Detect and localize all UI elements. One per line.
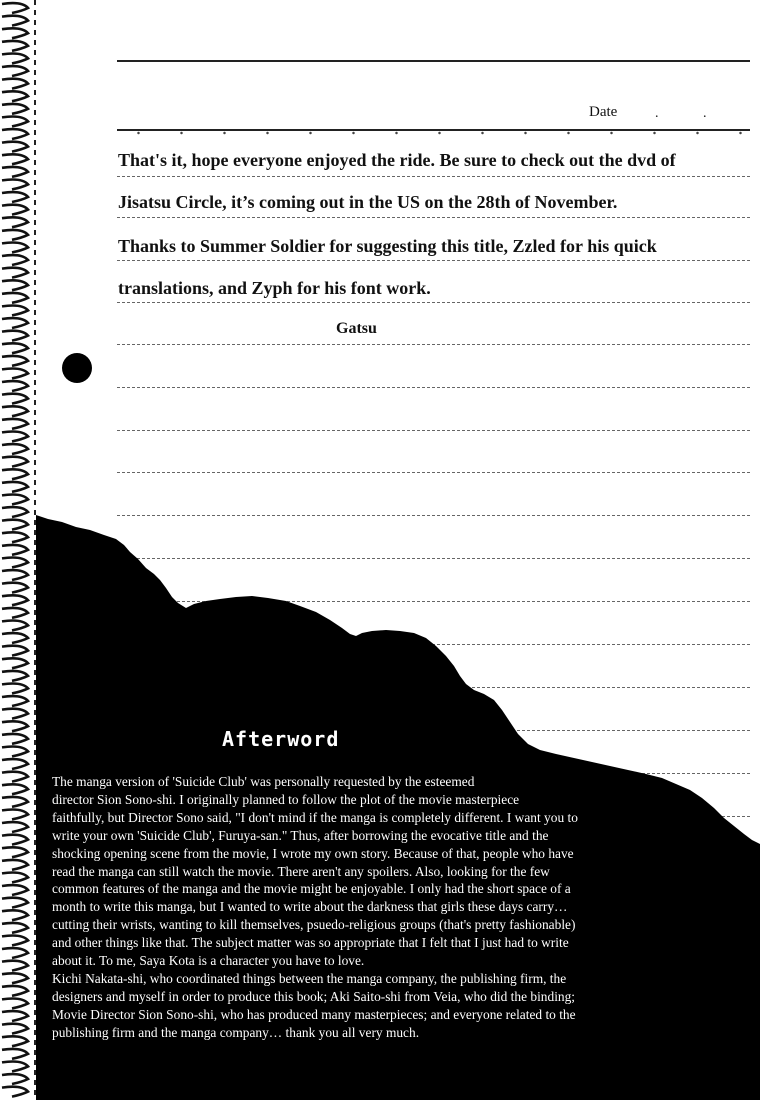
note-line-3: Thanks to Summer Soldier for suggesting this title, Zzled for his quick (118, 236, 657, 256)
afterword-line: month to write this manga, but I wanted to write about the darkness that girls these days carry… (52, 899, 568, 915)
afterword-line: cutting their wrists, wanting to kill themselves, psuedo-religious groups (that's pretty fashionable) (52, 917, 576, 933)
afterword-line: and other things like that. The subject matter was so appropriate that I felt that I just had to write (52, 935, 569, 951)
afterword-line: publishing firm and the manga company… thank you all very much. (52, 1024, 420, 1040)
afterword-body (52, 773, 732, 1042)
note-line-4: translations, and Zyph for his font work. (118, 278, 431, 298)
afterword-line: faithfully, but Director Sono said, "I don't mind if the manga is completely different. I want you to (52, 809, 578, 825)
afterword-line: designers and myself in order to produce this book; Aki Saito-shi from Veia, who did the binding; (52, 988, 576, 1004)
note-line-1: That's it, hope everyone enjoyed the ride. Be sure to check out the dvd of (118, 150, 676, 170)
afterword-line: Kichi Nakata-shi, who coordinated things between the manga company, the publishing firm, the (52, 970, 567, 986)
note-line-2: Jisatsu Circle, it’s coming out in the US on the 28th of November. (118, 192, 618, 212)
afterword-line: Movie Director Sion Sono-shi, who has produced many masterpieces; and everyone related to the (52, 1006, 576, 1022)
date-label: Date (589, 104, 618, 120)
date-separator: . (703, 106, 707, 121)
afterword-line: common features of the manga and the movie might be enjoyable. I only had the short space of a (52, 881, 571, 897)
afterword-line: director Sion Sono-shi. I originally planned to follow the plot of the movie masterpiece (52, 791, 520, 807)
date-separator: . (655, 106, 659, 121)
afterword-line: read the manga can still watch the movie. There aren't any spoilers. Also, looking for the few (52, 863, 550, 879)
afterword-line: about it. To me, Saya Kota is a character you have to love. (52, 953, 365, 969)
afterword-line: write your own 'Suicide Club', Furuya-san." Thus, after borrowing the evocative title and the (52, 827, 549, 843)
signature: Gatsu (336, 320, 377, 337)
afterword-title: Afterword (222, 727, 340, 751)
afterword-line: The manga version of 'Suicide Club' was personally requested by the esteemed (52, 774, 475, 789)
afterword-line: shocking opening scene from the movie, I wrote my own story. Because of that, people who have (52, 845, 574, 861)
